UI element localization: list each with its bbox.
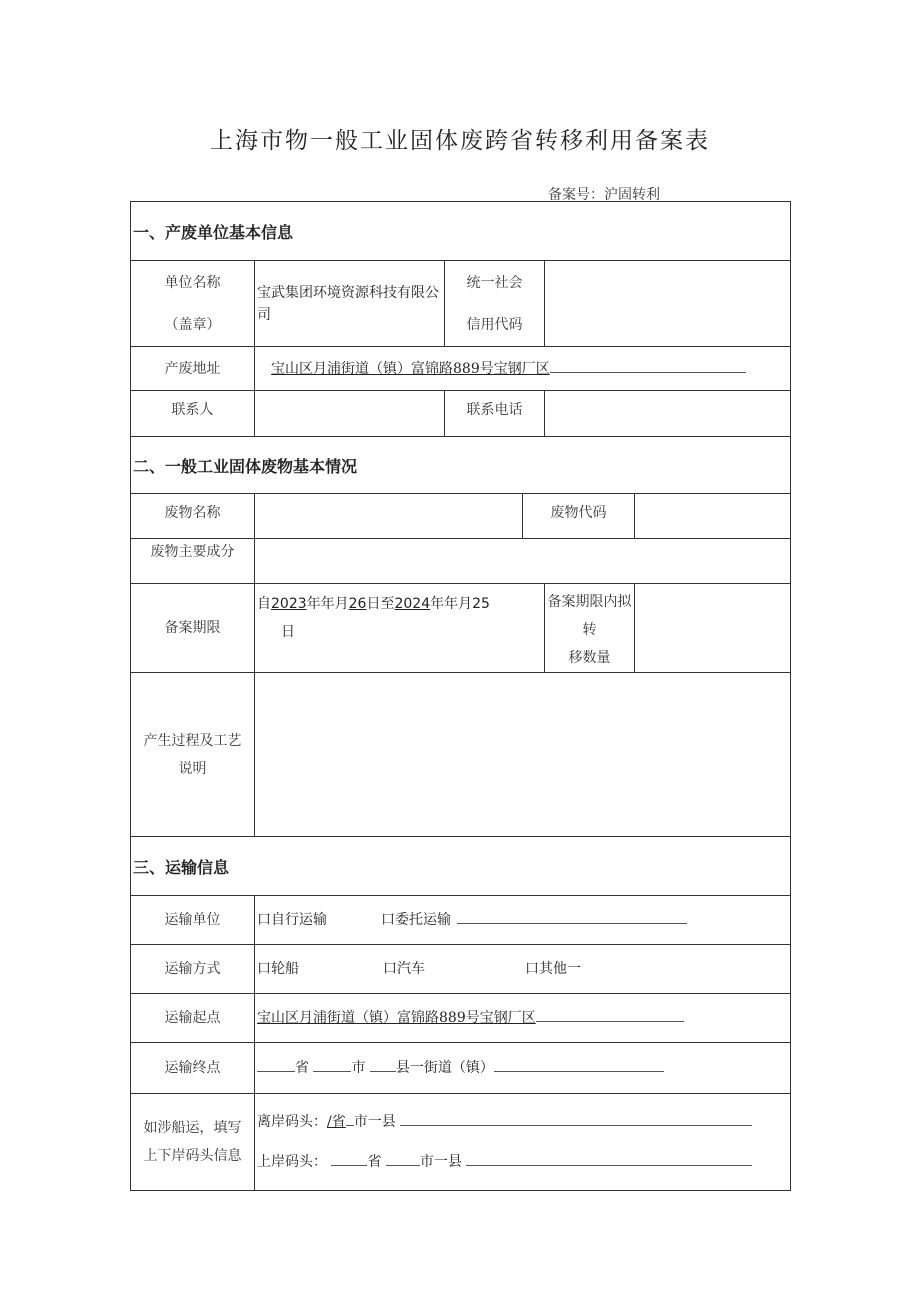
arrive-province-blank[interactable]	[331, 1151, 367, 1166]
destination-county-blank[interactable]	[370, 1057, 396, 1072]
mode-option-ship[interactable]: 口轮船	[257, 961, 299, 977]
record-number: 备案号：沪固转利	[548, 187, 660, 203]
destination-province-blank[interactable]	[257, 1057, 295, 1072]
origin-field[interactable]	[255, 994, 791, 1043]
carrier-option-self[interactable]: 口自行运输	[257, 912, 327, 928]
credit-code-label-line2: 信用代码	[466, 316, 523, 333]
arrive-dock-underline[interactable]	[466, 1151, 752, 1166]
origin-label: 运输起点	[131, 994, 255, 1043]
period-start-day: 26	[348, 596, 367, 612]
carrier-field	[255, 896, 791, 945]
depart-province-text[interactable]: /省	[327, 1114, 346, 1130]
process-label	[131, 673, 255, 837]
carrier-option-entrusted[interactable]: 口委托运输	[381, 912, 451, 928]
depart-city-blank[interactable]	[346, 1111, 354, 1126]
destination-label: 运输终点	[131, 1043, 255, 1094]
depart-county-text: 市一县	[353, 1114, 396, 1130]
section-2-heading: 二、一般工业固体废物基本情况	[131, 437, 791, 494]
credit-code-label-line1: 统一社会	[466, 274, 523, 291]
destination-province-text: 省	[295, 1060, 309, 1076]
unit-name-label	[131, 261, 255, 347]
period-to: 日至	[366, 596, 395, 612]
credit-code-label	[445, 261, 545, 347]
dock-field	[255, 1094, 791, 1191]
quantity-label-line2: 移数量	[568, 650, 611, 666]
depart-dock-underline[interactable]	[400, 1111, 752, 1126]
destination-city-blank[interactable]	[313, 1057, 351, 1072]
quantity-label	[545, 584, 635, 673]
unit-name-value[interactable]: 宝武集团环境资源科技有限公司	[255, 261, 445, 347]
mode-option-other[interactable]: 口其他一	[525, 961, 581, 977]
credit-code-field[interactable]	[545, 261, 791, 347]
waste-code-label: 废物代码	[523, 494, 635, 539]
period-ym-2: 年年月	[430, 596, 473, 612]
arrive-dock-label: 上岸码头：	[257, 1154, 327, 1170]
depart-dock-label: 离岸码头：	[257, 1114, 327, 1130]
carrier-label: 运输单位	[131, 896, 255, 945]
section-3-heading: 三、运输信息	[131, 837, 791, 896]
process-label-line2: 说明	[178, 760, 207, 777]
mode-option-truck[interactable]: 口汽车	[383, 961, 425, 977]
carrier-underline[interactable]	[457, 909, 687, 924]
origin-value: 宝山区月浦街道（镇）富锦路889号宝钢厂区	[257, 1010, 536, 1026]
arrive-province-text: 省	[367, 1154, 382, 1170]
waste-name-field[interactable]	[255, 494, 523, 539]
contact-label: 联系人	[131, 391, 255, 437]
address-underline	[550, 358, 746, 373]
arrive-city-blank[interactable]	[386, 1151, 420, 1166]
phone-field[interactable]	[545, 391, 791, 437]
period-end-year: 2024	[394, 596, 431, 612]
period-label: 备案期限	[131, 584, 255, 673]
phone-label: 联系电话	[445, 391, 545, 437]
period-end-day: 25	[472, 596, 490, 612]
section-1-heading: 一、产废单位基本信息	[131, 202, 791, 261]
dock-label	[131, 1094, 255, 1191]
mode-field	[255, 945, 791, 994]
destination-street-underline[interactable]	[494, 1057, 664, 1072]
filing-form-table	[130, 201, 791, 1191]
composition-label: 废物主要成分	[131, 539, 255, 584]
destination-city-text: 市	[351, 1060, 366, 1076]
destination-field[interactable]	[255, 1043, 791, 1094]
contact-field[interactable]	[255, 391, 445, 437]
address-label: 产废地址	[131, 347, 255, 391]
period-from: 自	[257, 596, 271, 612]
waste-name-label: 废物名称	[131, 494, 255, 539]
arrive-county-text: 市一县	[419, 1154, 462, 1170]
waste-code-field[interactable]	[635, 494, 791, 539]
period-ym-1: 年年月	[306, 596, 349, 612]
dock-label-line2: 上下岸码头信息	[143, 1148, 242, 1164]
dock-label-line1: 如涉船运，填写	[143, 1120, 242, 1136]
period-field[interactable]	[255, 584, 545, 673]
process-label-line1: 产生过程及工艺	[143, 732, 242, 749]
destination-county-text: 县一街道（镇）	[395, 1060, 494, 1076]
quantity-label-line1: 备案期限内拟转	[547, 594, 632, 638]
period-start-year: 2023	[271, 596, 307, 612]
period-end: 日	[281, 624, 295, 640]
mode-label: 运输方式	[131, 945, 255, 994]
address-field[interactable]	[255, 347, 791, 391]
unit-name-label-line1: 单位名称	[164, 274, 221, 291]
address-value: 宝山区月浦街道（镇）富锦路889号宝钢厂区	[271, 360, 550, 377]
process-field[interactable]	[255, 673, 791, 837]
composition-field[interactable]	[255, 539, 791, 584]
quantity-field[interactable]	[635, 584, 791, 673]
unit-name-label-line2: （盖章）	[164, 316, 221, 333]
form-title: 上海市物一般工业固体废跨省转移利用备案表	[210, 128, 710, 154]
origin-underline	[536, 1007, 684, 1022]
